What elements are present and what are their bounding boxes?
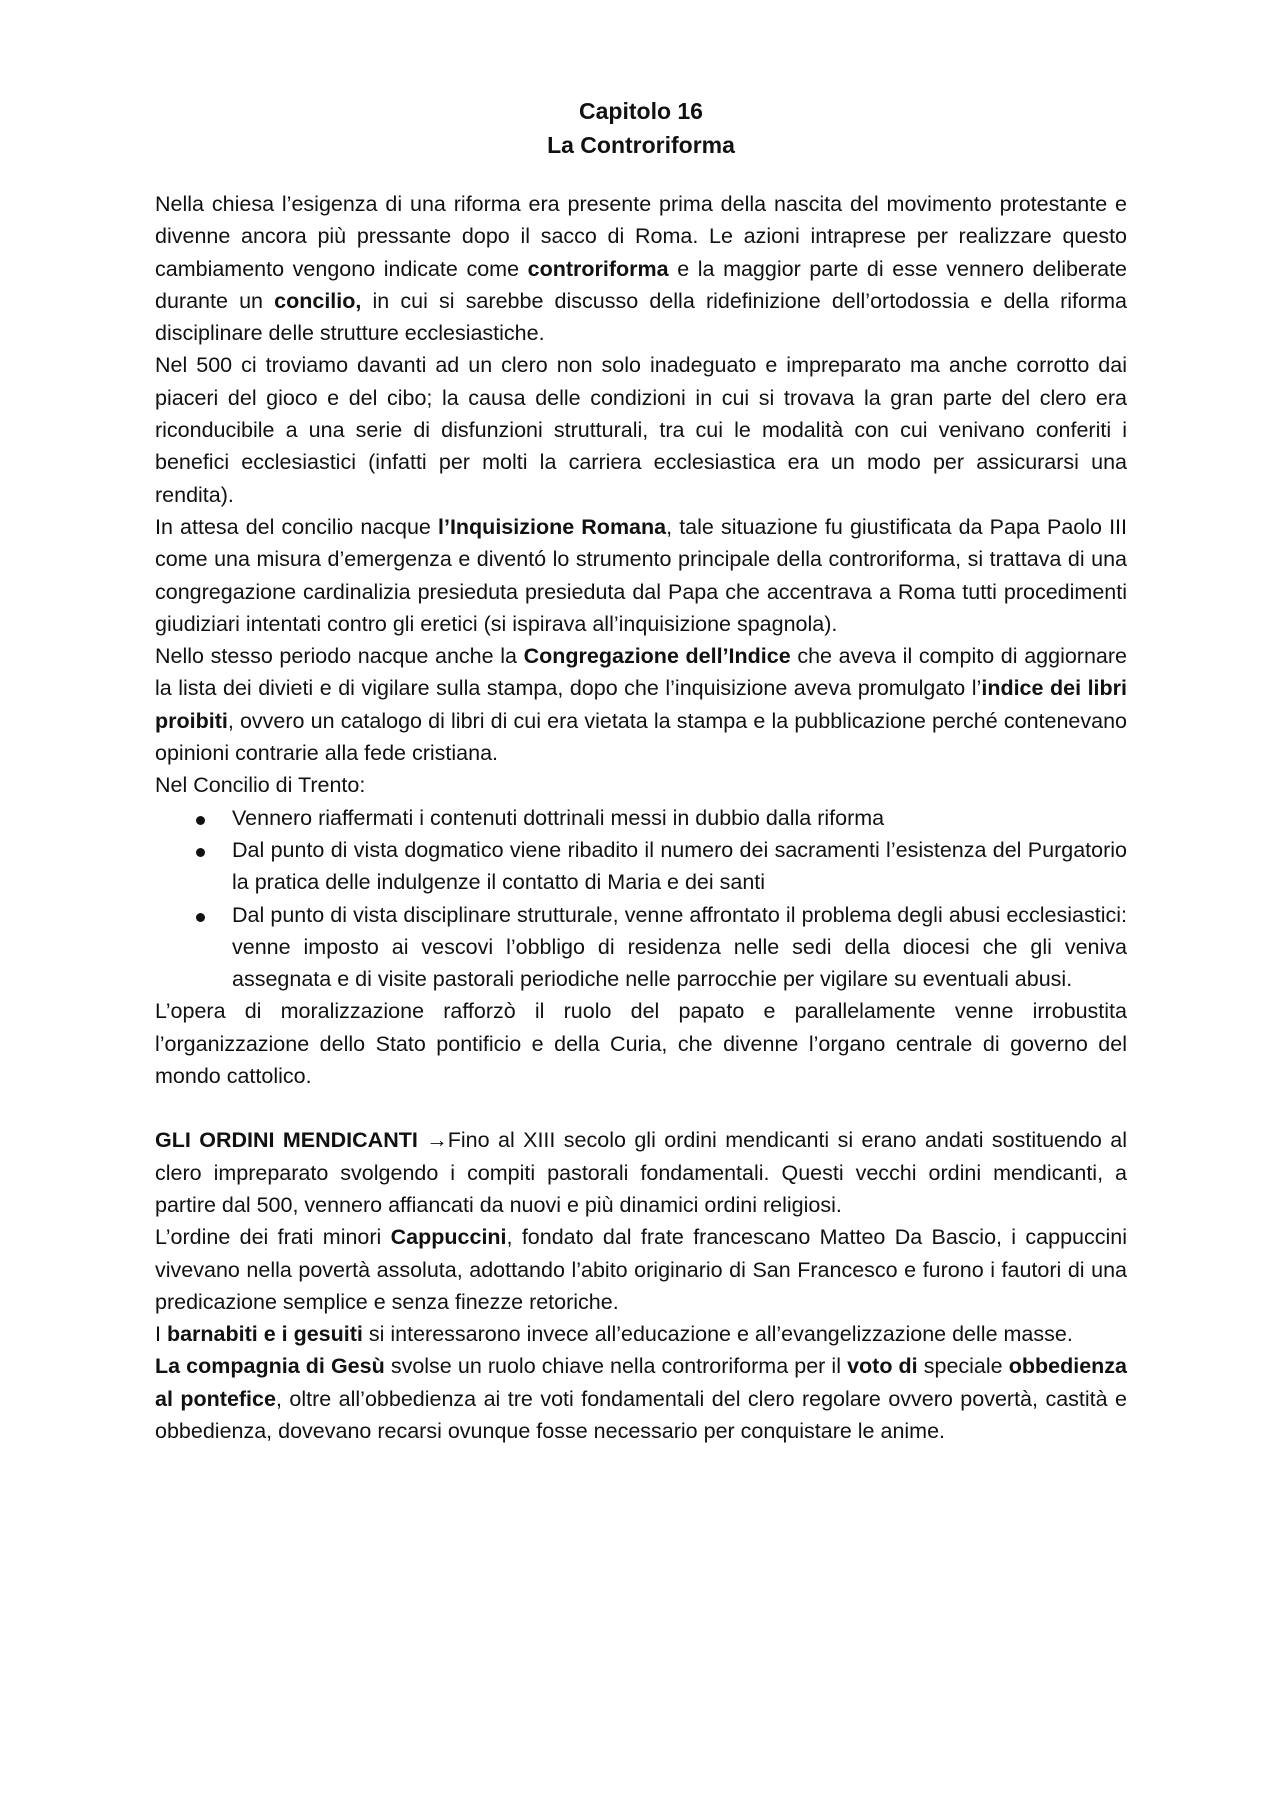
paragraph-society-of-jesus [155, 1350, 1127, 1447]
paragraph-moralization [155, 995, 1127, 1092]
bold-text-run: La compagnia di Gesù [155, 1354, 385, 1379]
list-item-text: Dal punto di vista disciplinare strutturale, venne affrontato il problema degli abusi ecclesiastici: venne imposto ai vescovi l’obbligo di residenza nelle sedi della diocesi che gli veniva assegnata e di visite pastorali periodiche nelle parrocchie per vigilare su eventuali abusi. [232, 902, 1127, 992]
bullet-icon [196, 816, 205, 825]
list-item [155, 802, 1127, 834]
paragraph-clergy [155, 349, 1127, 510]
list-item-text: Dal punto di vista dogmatico viene ribadito il numero dei sacramenti l’esistenza del Purgatorio la pratica delle indulgenze il contatto di Maria e dei santi [232, 837, 1127, 895]
paragraph-trento-intro [155, 769, 1127, 801]
bold-text-run: concilio, [274, 288, 362, 313]
bold-text-run: voto di [847, 1354, 918, 1379]
text-run: Nel Concilio di Trento: [155, 773, 366, 798]
chapter-title: Capitolo 16 [579, 98, 703, 124]
text-run: e la maggior parte di esse vennero deliberate durante un [155, 256, 1127, 313]
text-run: , tale situazione fu giustificata da Papa Paolo III come una misura d’emergenza e diventó lo strumento principale della controriforma, si trattava di una congregazione cardinalizia presieduta presieduta dal Papa che accentrava a Roma tutti procedimenti giudiziari intentati contro gli eretici (si ispirava all’inquisizione spagnola). [155, 514, 1128, 636]
paragraph-capuchins [155, 1221, 1127, 1318]
text-run: Nella chiesa l’esigenza di una riforma era presente prima della nascita del movimento protestante e divenne ancora più pressante dopo il sacco di Roma. Le azioni intraprese per realizzare questo cambiamento vengono indicate come [155, 192, 1127, 281]
text-run: svolse un ruolo chiave nella controriforma per il [384, 1354, 848, 1379]
list-item [155, 834, 1127, 899]
text-run: speciale [917, 1354, 1009, 1379]
bold-text-run: barnabiti e i gesuiti [166, 1322, 363, 1347]
text-run: , oltre all’obbedienza ai tre voti fondamentali del clero regolare ovvero povertà, castità e obbedienza, dovevano recarsi ovunque fosse necessario per conquistare le anime. [155, 1386, 1127, 1443]
text-run: si interessarono invece all’educazione e all’evangelizzazione delle masse. [362, 1322, 1073, 1347]
paragraph-barnabites-jesuits [155, 1318, 1127, 1350]
bold-text-run: l’Inquisizione Romana [438, 514, 667, 539]
text-run: I [155, 1322, 167, 1347]
text-run: L’ordine dei frati minori [155, 1225, 391, 1250]
list-item [155, 899, 1127, 996]
title-block [155, 94, 1127, 162]
text-run: L’opera di moralizzazione rafforzò il ruolo del papato e parallelamente venne irrobustita l’organizzazione dello Stato pontificio e della Curia, che divenne l’organo centrale di governo del mondo cattolico. [155, 999, 1127, 1089]
bold-text-run: Cappuccini [390, 1225, 507, 1250]
list-item-text: Vennero riaffermati i contenuti dottrinali messi in dubbio dalla riforma [232, 805, 885, 830]
bold-text-run: GLI ORDINI MENDICANTI [155, 1128, 418, 1153]
bold-text-run: controriforma [527, 256, 669, 281]
paragraph-inquisition [155, 511, 1127, 640]
text-run: , fondato dal frate francescano Matteo Da Bascio, i cappuccini vivevano nella povertà assoluta, adottando l’abito originario di San Francesco e furono i fautori di una predicazione semplice e senza finezze retoriche. [155, 1225, 1127, 1314]
bullet-icon [196, 848, 205, 857]
text-run: che aveva il compito di aggiornare la lista dei divieti e di vigilare sulla stampa, dopo che l’inquisizione aveva promulgato l’ [155, 644, 1127, 701]
chapter-subject: La Controriforma [547, 132, 735, 158]
text-run: In attesa del concilio nacque [155, 514, 438, 539]
trento-bullet-list [155, 802, 1127, 996]
document-page [155, 94, 1127, 1447]
text-run: in cui si sarebbe discusso della ridefinizione dell’ortodossia e della riforma disciplinare delle strutture ecclesiastiche. [155, 288, 1127, 346]
text-run: Nello stesso periodo nacque anche la [155, 644, 524, 669]
section-spacer [155, 1092, 1127, 1124]
text-run: , ovvero un catalogo di libri di cui era vietata la stampa e la pubblicazione perché contenevano opinioni contrarie alla fede cristiana. [155, 708, 1127, 766]
bold-text-run: Congregazione dell’Indice [523, 644, 791, 669]
bold-text-run: indice dei libri proibiti [155, 676, 1128, 733]
paragraph-intro [155, 188, 1127, 349]
bullet-icon [196, 913, 205, 922]
bold-text-run: obbedienza al pontefice [155, 1354, 1127, 1411]
paragraph-index [155, 640, 1127, 769]
text-run: →Fino al XIII secolo gli ordini mendicanti si erano andati sostituendo al clero impreparato svolgendo i compiti pastorali fondamentali. Questi vecchi ordini mendicanti, a partire dal 500, vennero affiancati da nuovi e più dinamici ordini religiosi. [155, 1128, 1127, 1217]
paragraph-mendicant-orders [155, 1124, 1127, 1221]
text-run: Nel 500 ci troviamo davanti ad un clero non solo inadeguato e impreparato ma anche corrotto dai piaceri del gioco e del cibo; la causa delle condizioni in cui si trovava la gran parte del clero era riconducibile a una serie di disfunzioni strutturali, tra cui le modalità con cui venivano conferiti i benefici ecclesiastici (infatti per molti la carriera ecclesiastica era un modo per assicurarsi una rendita). [155, 353, 1127, 507]
